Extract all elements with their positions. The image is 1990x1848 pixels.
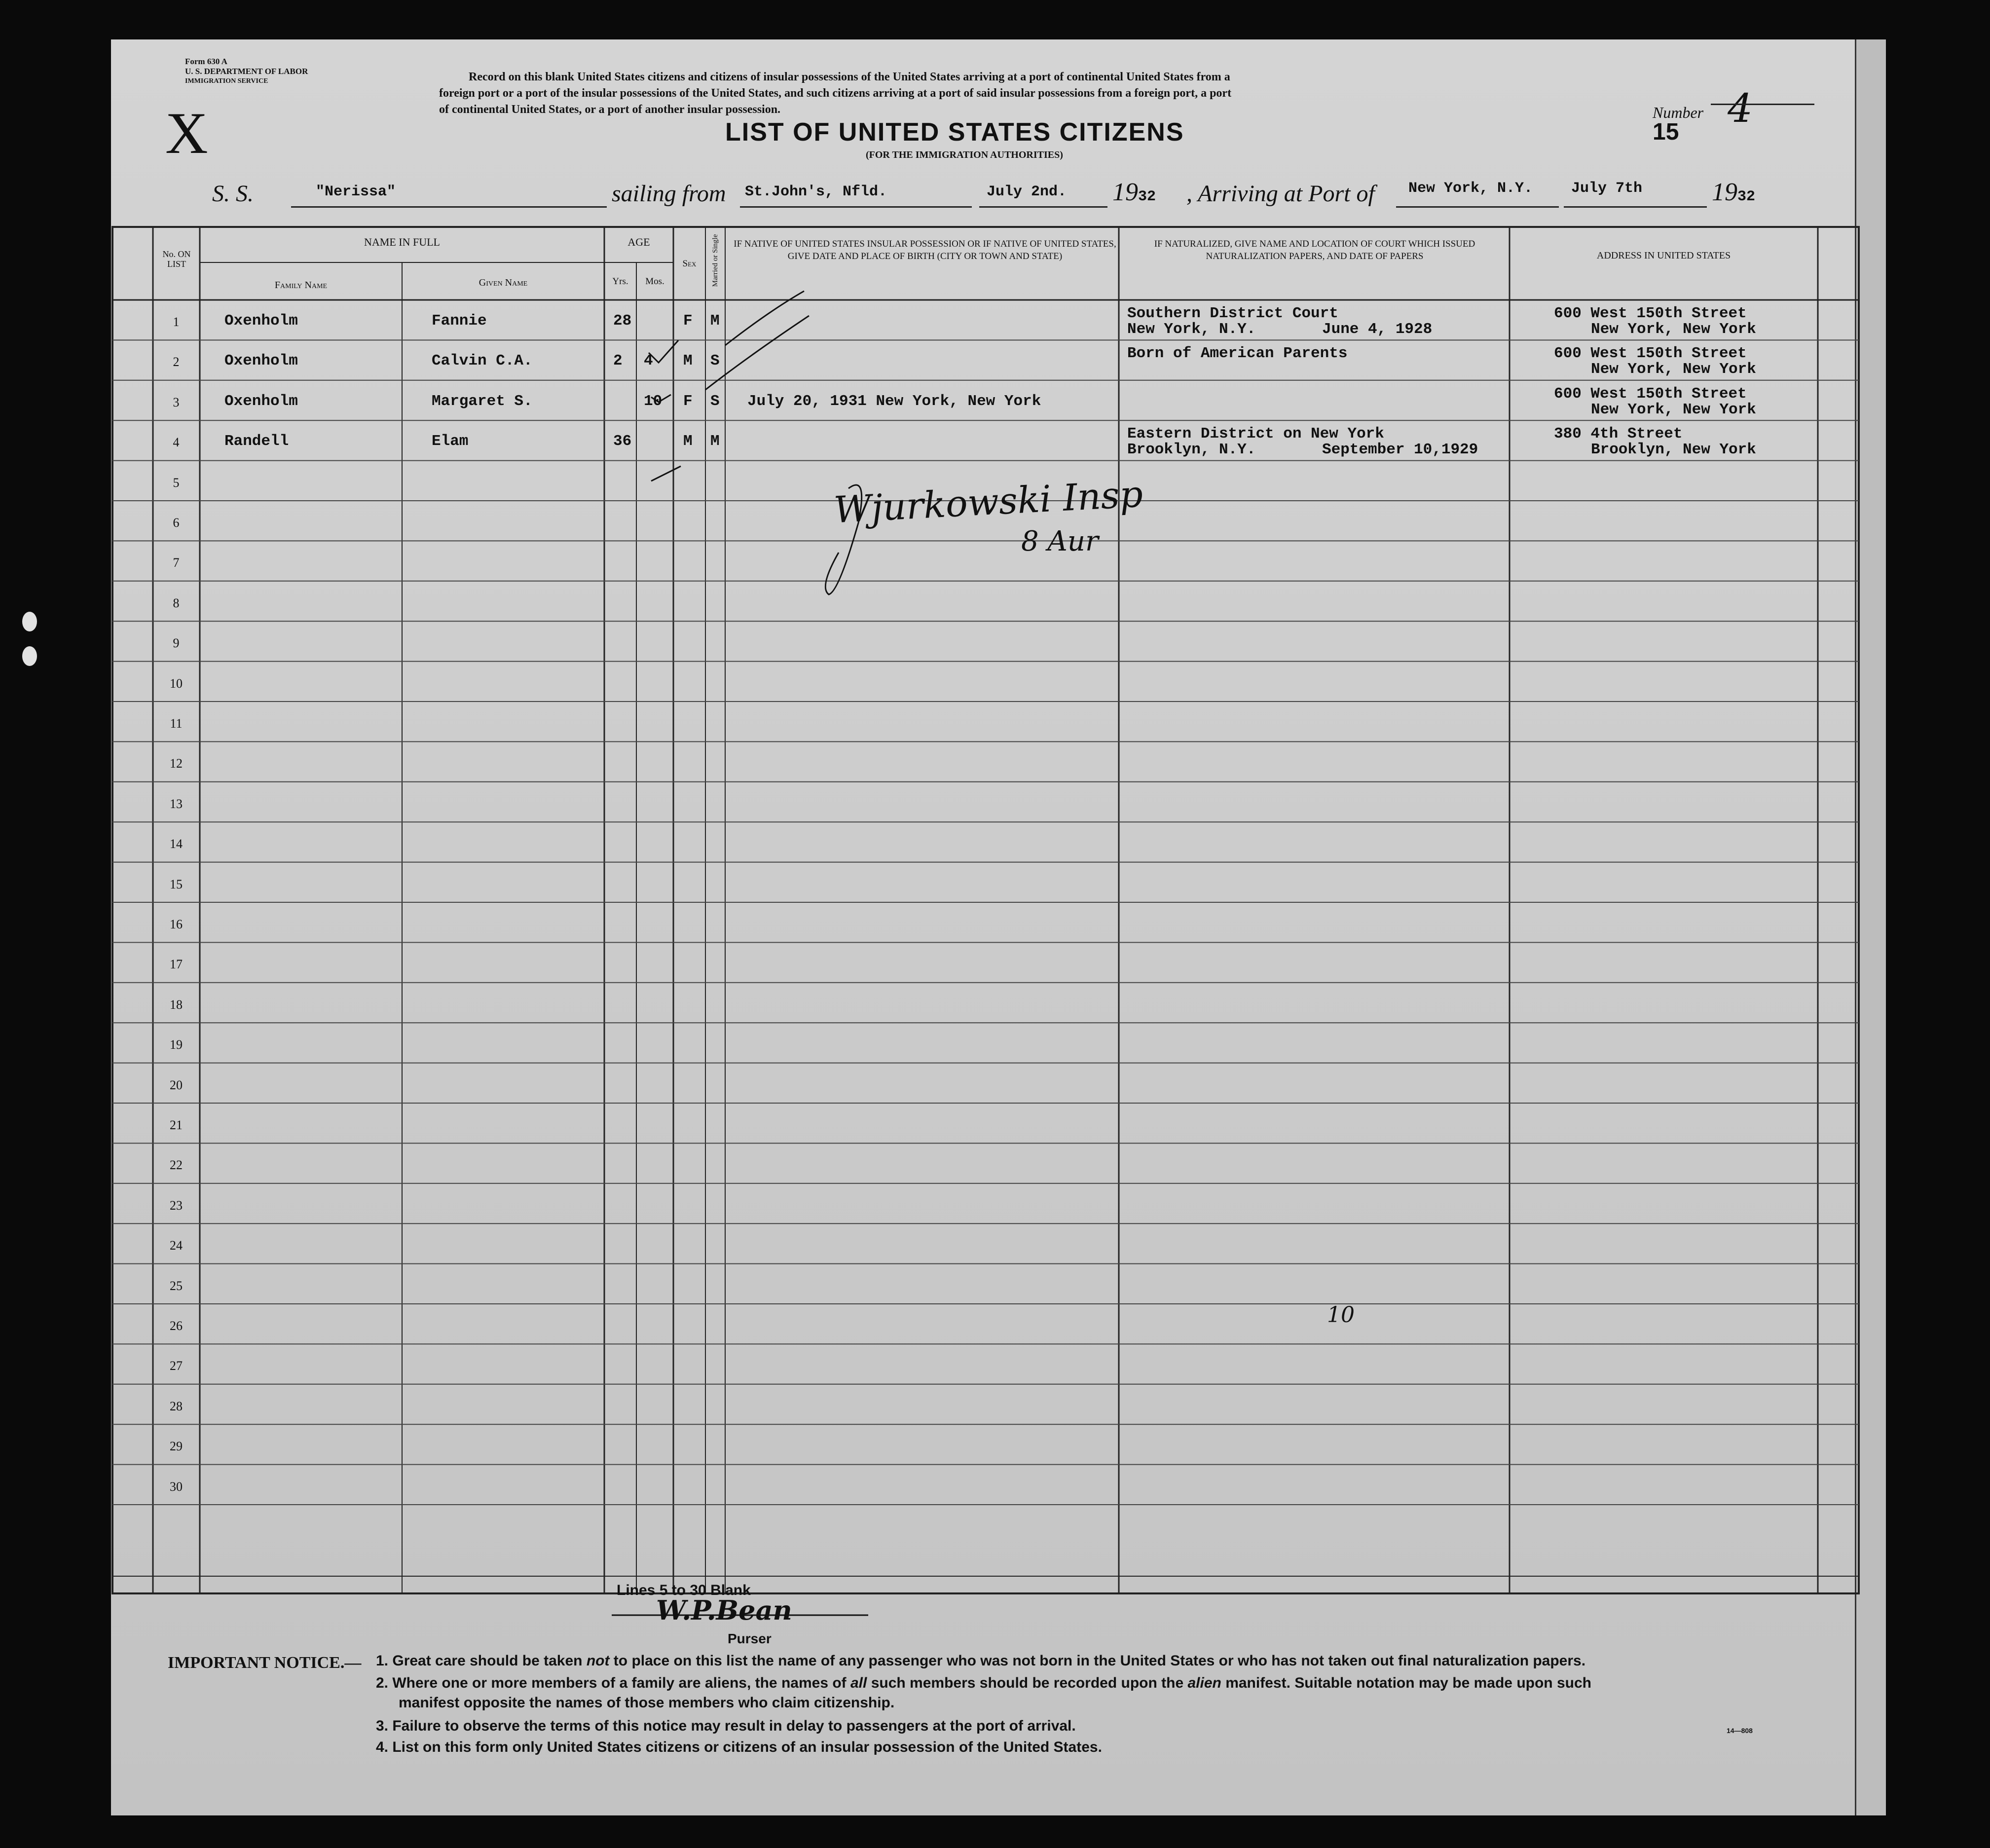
- line-number: 13: [170, 796, 183, 811]
- number-label: Number: [1653, 104, 1704, 121]
- sex-cell: M: [683, 433, 693, 450]
- form-id: Form 630 A: [185, 57, 227, 66]
- notice-heading: IMPORTANT NOTICE.—: [168, 1654, 362, 1672]
- ss-label: S. S.: [212, 181, 254, 207]
- notice-text: 2. Where one or more members of a family are aliens, the names of: [376, 1675, 850, 1691]
- header-birth: IF NATIVE OF UNITED STATES INSULAR POSSESSION OR IF NATIVE OF UNITED STATES, GIVE DATE AND PLACE OF BIRTH (CITY OR TOWN AND STATE): [734, 239, 1116, 261]
- marital-status-cell: M: [710, 433, 720, 450]
- notice-item-4: 4. List on this form only United States citizens or citizens of an insular possession of the United States.: [376, 1739, 1102, 1755]
- purser-label: Purser: [728, 1631, 772, 1646]
- address-street-cell: 600 West 150th Street: [1554, 385, 1747, 403]
- family-name-cell: Randell: [224, 433, 289, 450]
- age-months-cell: 10: [644, 392, 663, 410]
- arrival-date-underline: [1564, 206, 1707, 208]
- line-number: 26: [170, 1319, 183, 1333]
- ship-name: "Nerissa": [316, 184, 396, 200]
- page-title: LIST OF UNITED STATES CITIZENS: [725, 118, 1184, 147]
- marital-status-cell: M: [710, 312, 720, 330]
- age-years-cell: 2: [613, 352, 623, 370]
- address-city-cell: New York, New York: [1591, 401, 1756, 418]
- line-number: 28: [170, 1399, 183, 1413]
- naturalization-court-cell: Southern District Court: [1127, 305, 1338, 322]
- line-number: 22: [170, 1158, 183, 1173]
- age-months-cell: 4: [644, 352, 653, 370]
- number-value: 4: [1728, 85, 1753, 131]
- naturalization-location-cell: New York, N.Y.: [1127, 321, 1256, 338]
- notice-emphasis: all: [850, 1675, 867, 1691]
- family-name-cell: Oxenholm: [224, 312, 298, 330]
- given-name-cell: Elam: [432, 433, 469, 450]
- line-number: 3: [173, 395, 180, 409]
- inspector-signature: Wjurkowski Insp: [833, 473, 1144, 532]
- header-no: No. ON LIST: [162, 249, 191, 269]
- notice-item-2-cont: manifest opposite the names of those members who claim citizenship.: [399, 1695, 895, 1711]
- department: U. S. DEPARTMENT OF LABOR: [185, 67, 308, 76]
- notice-item-1: [376, 1653, 1585, 1669]
- arriving-label: , Arriving at Port of: [1186, 181, 1375, 207]
- notice-emphasis: alien: [1187, 1675, 1221, 1691]
- line-number: 4: [173, 435, 180, 450]
- line-number: 5: [173, 475, 180, 490]
- form-id-block: [185, 57, 308, 86]
- corner-mark: X: [165, 100, 208, 166]
- address-street-cell: 600 West 150th Street: [1554, 305, 1747, 322]
- marital-status-cell: S: [710, 392, 720, 410]
- line-number: 23: [170, 1198, 183, 1213]
- line-number: 16: [170, 917, 183, 931]
- year-2: [1712, 178, 1755, 207]
- marital-status-cell: S: [710, 352, 720, 370]
- from-port: St.John's, Nfld.: [745, 184, 887, 200]
- header-naturalized: IF NATURALIZED, GIVE NAME AND LOCATION OF COURT WHICH ISSUED NATURALIZATION PAPERS, AND DATE OF PAPERS: [1154, 239, 1475, 261]
- instructions-line: foreign port or a port of the insular possessions of the United States, and such citizens arriving at a port of said insular possessions from a foreign port, a port: [439, 87, 1232, 100]
- year-suffix: 32: [1138, 188, 1156, 205]
- given-name-cell: Fannie: [432, 312, 487, 330]
- family-name-cell: Oxenholm: [224, 392, 298, 410]
- line-number: 30: [170, 1479, 183, 1494]
- sex-cell: M: [683, 352, 693, 370]
- age-years-cell: 28: [613, 312, 632, 330]
- line-number: 12: [170, 756, 183, 771]
- address-city-cell: Brooklyn, New York: [1591, 441, 1756, 459]
- line-number: 7: [173, 555, 180, 570]
- header-married-single: Married or Single: [711, 234, 719, 287]
- purser-signature: W.P.Bean: [656, 1594, 792, 1626]
- address-city-cell: New York, New York: [1591, 361, 1756, 378]
- line-number: 27: [170, 1359, 183, 1373]
- line-number: 2: [173, 355, 180, 370]
- naturalization-date-cell: June 4, 1928: [1322, 321, 1433, 338]
- header-yrs: Yrs.: [612, 276, 628, 287]
- line-number: 17: [170, 957, 183, 972]
- line-number: 18: [170, 997, 183, 1012]
- address-city-cell: New York, New York: [1591, 321, 1756, 338]
- page-number: 15: [1653, 119, 1679, 145]
- given-name-cell: Calvin C.A.: [432, 352, 533, 370]
- instructions-line: of continental United States, or a port of another insular possession.: [439, 103, 781, 116]
- departure-date: July 2nd.: [987, 184, 1067, 200]
- notice-emphasis: not: [586, 1653, 610, 1669]
- arrival-date: July 7th: [1571, 180, 1643, 197]
- year-suffix: 32: [1737, 188, 1756, 205]
- header-sex: Sex: [682, 259, 697, 269]
- line-number: 6: [173, 516, 180, 530]
- page-subtitle: (FOR THE IMMIGRATION AUTHORITIES): [866, 149, 1063, 160]
- notice-item-2: [376, 1675, 1591, 1692]
- line-number: 10: [170, 676, 183, 691]
- notice-text: 1. Great care should be taken: [376, 1653, 587, 1669]
- sailing-label: sailing from: [612, 181, 726, 207]
- line-number: 1: [173, 315, 180, 329]
- line-number: 15: [170, 877, 183, 891]
- naturalization-court-cell: Born of American Parents: [1127, 345, 1348, 363]
- age-years-cell: 36: [613, 433, 632, 450]
- blank-lines-note: Lines 5 to 30 Blank: [617, 1582, 751, 1598]
- line-number: 9: [173, 636, 180, 651]
- line-number: 25: [170, 1278, 183, 1293]
- number-underline: [1711, 104, 1814, 105]
- instructions: [439, 69, 1231, 118]
- ship-underline: [291, 206, 607, 208]
- stray-number: 10: [1327, 1302, 1355, 1328]
- notice-text: such members should be recorded upon the: [867, 1675, 1188, 1691]
- notice-text: to place on this list the name of any passenger who was not born in the United States or who has not taken out final naturalization papers.: [609, 1653, 1586, 1669]
- departure-underline: [979, 206, 1107, 208]
- line-number: 20: [170, 1077, 183, 1092]
- year-prefix: 19: [1712, 178, 1737, 206]
- naturalization-location-cell: Brooklyn, N.Y.: [1127, 441, 1256, 459]
- sex-cell: F: [683, 392, 693, 410]
- family-name-cell: Oxenholm: [224, 352, 298, 370]
- header-mos: Mos.: [645, 276, 664, 287]
- naturalization-date-cell: September 10,1929: [1322, 441, 1478, 459]
- service: IMMIGRATION SERVICE: [185, 77, 268, 85]
- given-name-cell: Margaret S.: [432, 392, 533, 410]
- from-underline: [740, 206, 972, 208]
- line-number: 21: [170, 1118, 183, 1132]
- notice-text: manifest. Suitable notation may be made upon such: [1221, 1675, 1591, 1691]
- header-given-name: Given Name: [479, 277, 528, 288]
- header-age: AGE: [627, 236, 650, 248]
- inspector-note: 8 Aur: [1021, 525, 1099, 557]
- header-family-name: Family Name: [274, 280, 328, 291]
- line-number: 14: [170, 837, 183, 851]
- year-prefix: 19: [1112, 178, 1138, 206]
- birth-cell: July 20, 1931 New York, New York: [747, 392, 1041, 410]
- arrival-underline: [1396, 206, 1559, 208]
- line-number: 24: [170, 1238, 183, 1253]
- address-street-cell: 600 West 150th Street: [1554, 345, 1747, 363]
- line-number: 19: [170, 1037, 183, 1052]
- notice-item-3: 3. Failure to observe the terms of this notice may result in delay to passengers at the port of arrival.: [376, 1718, 1076, 1734]
- address-street-cell: 380 4th Street: [1554, 425, 1683, 443]
- naturalization-court-cell: Eastern District on New York: [1127, 425, 1384, 443]
- sex-cell: F: [683, 312, 693, 330]
- line-number: 8: [173, 595, 180, 610]
- year-1: [1112, 178, 1156, 207]
- header-address: ADDRESS IN UNITED STATES: [1596, 250, 1731, 261]
- header-name-group: NAME IN FULL: [364, 236, 440, 248]
- line-number: 11: [170, 716, 183, 731]
- print-code: 14—808: [1727, 1727, 1753, 1735]
- arrival-port: New York, N.Y.: [1408, 180, 1533, 197]
- line-number: 29: [170, 1439, 183, 1454]
- instructions-line: Record on this blank United States citizens and citizens of insular possessions of the United States arriving at a port of continental United States from a: [469, 71, 1230, 83]
